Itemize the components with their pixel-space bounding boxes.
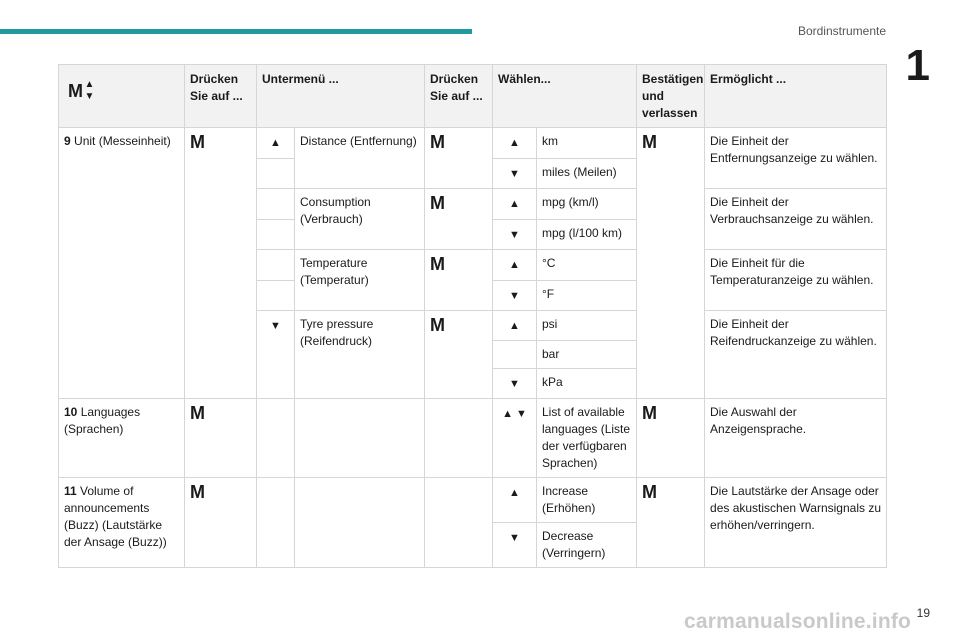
mpg-arrow-cell [493,189,537,220]
km-arrow-cell [493,128,537,159]
header-submenu: Untermenü ... [257,65,425,128]
option-decrease: Decrease (Verringern) [537,523,637,568]
arrow-down-icon: ▼ [509,229,520,241]
arrow-down-icon: ▼ [509,290,520,302]
arrow-down-icon: ▼ [516,408,527,420]
empty-cell [425,478,493,568]
empty-cell [295,399,425,478]
menu-item-volume: 11 Volume of announcements (Buzz) (Lautstärke der Ansage (Buzz)) [59,478,185,568]
tyre-press-cell [425,311,493,399]
menu-item-unit: 9 Unit (Messeinheit) [59,128,185,399]
m-key-icon: M [642,403,657,423]
m-key-icon: M [642,132,657,152]
empty-cell [295,478,425,568]
decrease-arrow-cell [493,523,537,568]
m-key-icon: M [430,254,445,274]
option-psi: psi [537,311,637,341]
option-fahrenheit: °F [537,281,637,311]
languages-confirm-cell [637,399,705,478]
page-number: 19 [916,606,930,620]
arrow-down-icon: ▼ [509,378,520,390]
m-key-icon: M [190,482,205,502]
arrow-up-icon: ▲ [509,137,520,149]
option-languages-list: List of available languages (Liste der verfügbaren Sprachen) [537,399,637,478]
option-bar: bar [537,341,637,369]
consumption-press-cell [425,189,493,250]
empty-cell [257,189,295,220]
chapter-number: 1 [905,41,930,90]
m-key-icon: M [430,193,445,213]
unit-press-cell [185,128,257,399]
empty-cell [257,159,295,189]
arrow-up-icon: ▲ [502,408,513,420]
arrow-down-icon: ▼ [509,168,520,180]
option-l100km: mpg (l/100 km) [537,220,637,250]
arrow-up-icon: ▲ [509,487,520,499]
option-mpg-kml: mpg (km/l) [537,189,637,220]
arrow-up-icon: ▲ [84,79,95,90]
tyre-arrow-cell [257,311,295,399]
header-confirm: Bestätigen und verlassen [637,65,705,128]
submenu-temperature: Temperature (Temperatur) [295,250,425,311]
section-title: Bordinstrumente [797,24,886,38]
header-select: Wählen... [493,65,637,128]
arrow-up-icon: ▲ [509,259,520,271]
header-nav-icons [59,65,185,128]
desc-temperature: Die Einheit für die Temperaturanzeige zu wählen. [705,250,887,311]
arrow-down-icon: ▼ [84,91,95,102]
psi-arrow-cell [493,311,537,341]
m-key-icon: M [430,315,445,335]
m-key-icon: M [190,132,205,152]
table-header-row [59,65,887,128]
table-row [59,399,887,478]
header-press-2: Drücken Sie auf ... [425,65,493,128]
empty-cell [257,220,295,250]
l100-arrow-cell [493,220,537,250]
desc-languages: Die Auswahl der Anzeigensprache. [705,399,887,478]
unit-confirm-cell [637,128,705,399]
distance-press-cell [425,128,493,189]
empty-cell [257,478,295,568]
arrow-up-icon: ▲ [509,198,520,210]
kpa-arrow-cell [493,369,537,399]
submenu-distance: Distance (Entfernung) [295,128,425,189]
empty-cell [425,399,493,478]
miles-arrow-cell [493,159,537,189]
settings-menu-table [58,64,887,568]
empty-cell [257,281,295,311]
accent-bar [0,29,472,34]
option-kpa: kPa [537,369,637,399]
languages-arrow-cell [493,399,537,478]
languages-press-cell [185,399,257,478]
arrow-down-icon: ▼ [509,532,520,544]
header-press: Drücken Sie auf ... [185,65,257,128]
option-miles: miles (Meilen) [537,159,637,189]
desc-distance: Die Einheit der Entfernungsanzeige zu wählen. [705,128,887,189]
arrow-up-icon: ▲ [509,320,520,332]
m-key-icon: M [642,482,657,502]
fahrenheit-arrow-cell [493,281,537,311]
desc-consumption: Die Einheit der Verbrauchsanzeige zu wählen. [705,189,887,250]
option-celsius: °C [537,250,637,281]
celsius-arrow-cell [493,250,537,281]
desc-tyre: Die Einheit der Reifendruckanzeige zu wählen. [705,311,887,399]
table-row [59,128,887,159]
m-key-icon: M [190,403,205,423]
watermark: carmanualsonline.info [684,610,912,633]
desc-volume: Die Lautstärke der Ansage oder des akustischen Warnsignals zu erhöhen/verringern. [705,478,887,568]
arrow-up-icon: ▲ [270,137,281,149]
submenu-consumption: Consumption (Verbrauch) [295,189,425,250]
arrow-down-icon: ▼ [270,320,281,332]
increase-arrow-cell [493,478,537,523]
m-key-icon: M [68,81,83,101]
distance-arrow-cell [257,128,295,159]
temperature-press-cell [425,250,493,311]
volume-press-cell [185,478,257,568]
menu-item-languages: 10 Languages (Sprachen) [59,399,185,478]
empty-cell [493,341,537,369]
empty-cell [257,399,295,478]
m-key-icon: M [430,132,445,152]
volume-confirm-cell [637,478,705,568]
header-enables: Ermöglicht ... [705,65,887,128]
submenu-tyre-pressure: Tyre pressure (Reifendruck) [295,311,425,399]
table-row [59,478,887,523]
option-increase: Increase (Erhöhen) [537,478,637,523]
empty-cell [257,250,295,281]
option-km: km [537,128,637,159]
